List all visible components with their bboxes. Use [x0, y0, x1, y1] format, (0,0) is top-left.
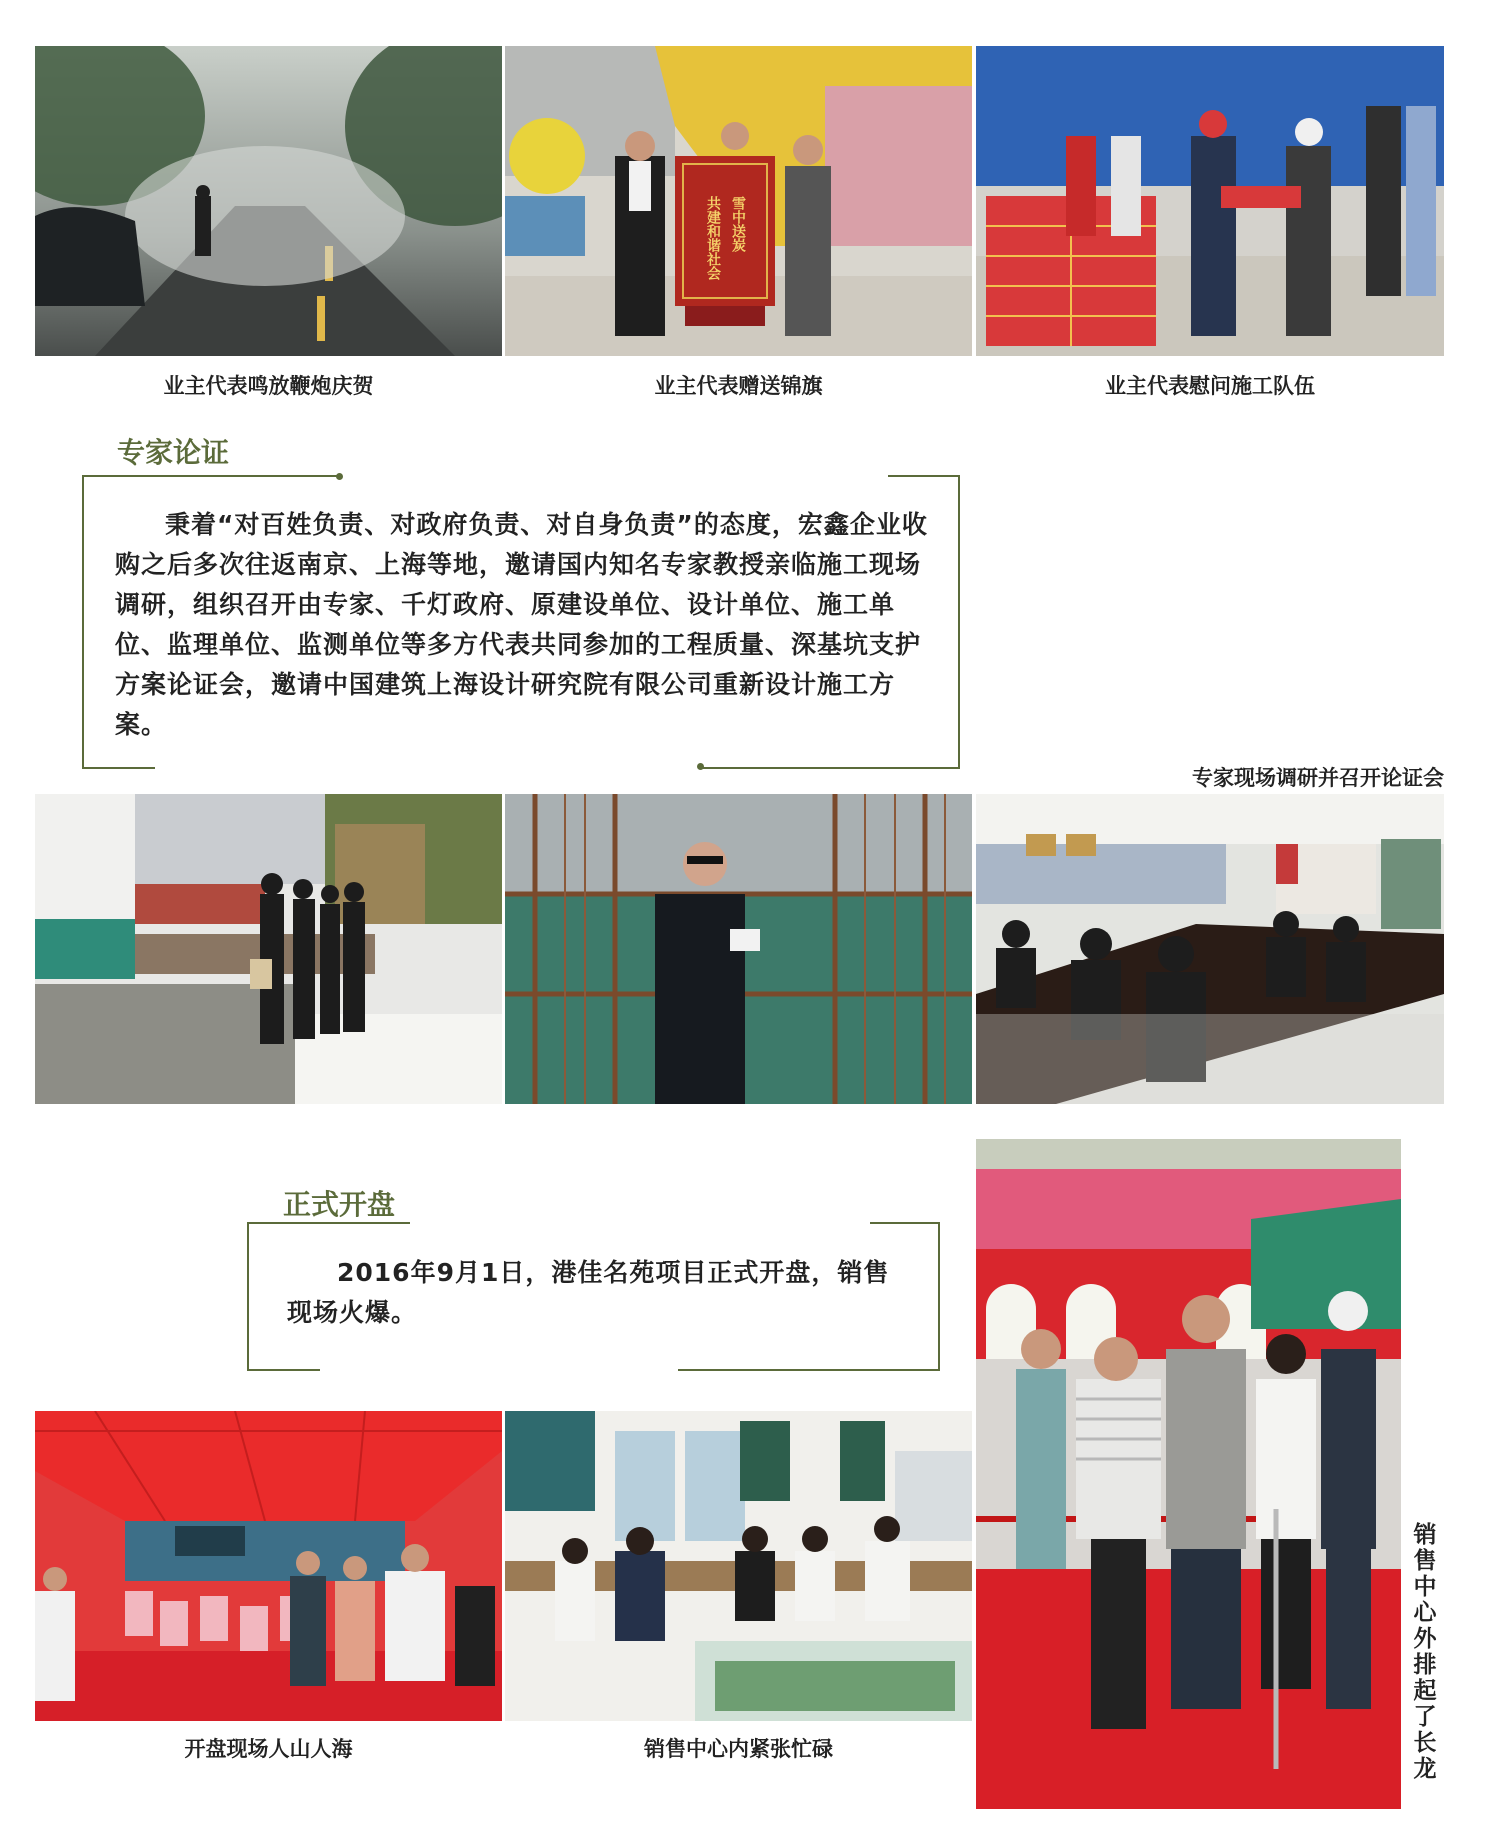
caption-firecrackers: 业主代表鸣放鞭炮庆贺 — [163, 374, 374, 398]
expert-frame-bottom-gap — [155, 763, 700, 769]
photo-expert-site-visit — [35, 794, 502, 1104]
caption-visit-team: 业主代表慰问施工队伍 — [1105, 374, 1315, 398]
banner-left-col: 共建和谐社会 — [705, 196, 721, 280]
expert-frame-dot-top — [336, 473, 343, 480]
photo-sales-center-inside — [505, 1411, 972, 1721]
banner-right-col: 雪中送炭 — [730, 196, 746, 252]
photo-banner — [505, 46, 972, 356]
photo-visit-team — [976, 46, 1444, 356]
photo-expert-meeting — [976, 794, 1444, 1104]
opening-frame-bottom-gap — [320, 1365, 678, 1371]
expert-frame-dot-bottom — [697, 763, 704, 770]
photo-opening-crowd — [35, 1411, 502, 1721]
caption-expert: 专家现场调研并召开论证会 — [1192, 766, 1444, 790]
expert-section-title: 专家论证 — [117, 436, 230, 469]
opening-frame-top-gap — [410, 1220, 870, 1226]
caption-opening-crowd: 开盘现场人山人海 — [184, 1737, 353, 1761]
caption-banner: 业主代表赠送锦旗 — [654, 374, 823, 398]
photo-firecrackers — [35, 46, 502, 356]
opening-section-title: 正式开盘 — [283, 1188, 396, 1221]
expert-frame-top-gap — [340, 473, 888, 479]
photo-sales-queue — [976, 1139, 1401, 1809]
caption-sales-center-busy: 销售中心内紧张忙碌 — [644, 1737, 833, 1761]
expert-paragraph: 秉着“对百姓负责、对政府负责、对自身负责”的态度，宏鑫企业收购之后多次往返南京、上海等地，邀请国内知名专家教授亲临施工现场调研，组织召开由专家、千灯政府、原建设单位、设计单位、施工单位、监理单位、监测单位等多方代表共同参加的工程质量、深基坑支护方案论证会，邀请中国建筑上海设计研究院有限公司重新设计施工方案。 — [115, 510, 928, 739]
caption-sales-queue: 销售中心外排起了长龙 — [1413, 1522, 1437, 1782]
photo-expert-inspection — [505, 794, 972, 1104]
opening-paragraph: 2016年9月1日，港佳名苑项目正式开盘，销售现场火爆。 — [287, 1258, 890, 1327]
